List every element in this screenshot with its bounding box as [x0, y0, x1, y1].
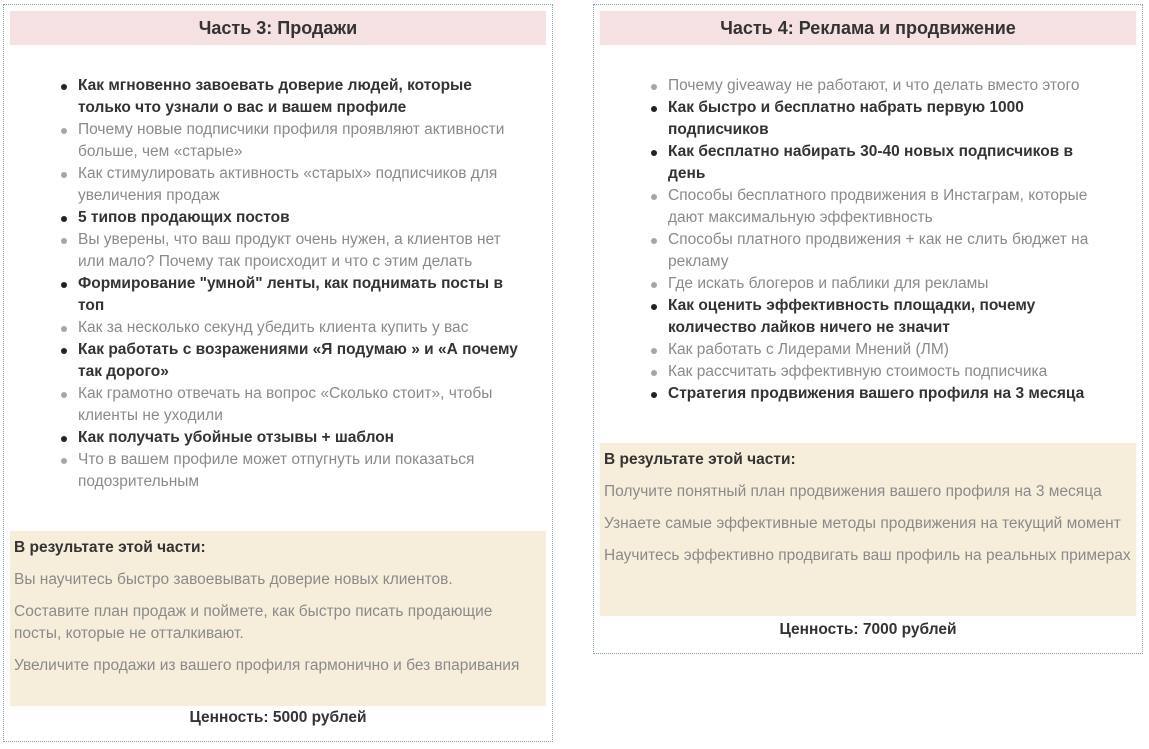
topic-text: Почему новые подписчики профиля проявляют активности больше, чем «старые»	[78, 121, 505, 160]
list-item	[78, 273, 546, 317]
list-item	[78, 449, 546, 493]
bullet-icon	[61, 172, 67, 178]
result-text: Увеличите продажи из вашего профиля гармонично и без впаривания	[14, 657, 520, 674]
list-item	[78, 75, 546, 119]
result-text: Вы научитесь быстро завоевывать доверие новых клиентов.	[14, 571, 453, 588]
bullet-icon	[61, 238, 67, 244]
topic-text: Способы платного продвижения + как не слить бюджет на рекламу	[668, 231, 1089, 270]
bullet-icon	[651, 194, 657, 200]
list-item	[78, 339, 546, 383]
list-item	[668, 361, 1136, 383]
bullet-icon	[651, 238, 657, 244]
part-title: Часть 3: Продажи	[10, 11, 546, 45]
bullet-icon	[61, 348, 67, 354]
list-item	[78, 163, 546, 207]
bullet-icon	[651, 304, 657, 310]
topic-text: Что в вашем профиле может отпугнуть или показаться подозрительным	[78, 451, 475, 490]
list-item	[78, 383, 546, 427]
topic-text: Почему giveaway не работают, и что делать вместо этого	[668, 77, 1080, 94]
topic-text: Как работать с Лидерами Мнений (ЛМ)	[668, 341, 949, 358]
bullet-icon	[651, 348, 657, 354]
bullet-icon	[61, 282, 67, 288]
bullet-icon	[651, 392, 657, 398]
bullet-icon	[651, 84, 657, 90]
list-item	[668, 339, 1136, 361]
price-value: Ценность: 7000 рублей	[779, 621, 957, 638]
list-item	[78, 317, 546, 339]
list-item	[668, 295, 1136, 339]
bullet-icon	[61, 436, 67, 442]
list-item	[668, 273, 1136, 295]
list-item	[668, 75, 1136, 97]
list-item	[78, 229, 546, 273]
topic-text: Как за несколько секунд убедить клиента купить у вас	[78, 319, 469, 336]
course-part-card	[3, 4, 553, 742]
topic-text: Где искать блогеров и паблики для рекламы	[668, 275, 989, 292]
bullet-icon	[61, 84, 67, 90]
topic-text: Как мгновенно завоевать доверие людей, которые только что узнали о вас и вашем профиле	[78, 77, 472, 116]
list-item	[78, 207, 546, 229]
topic-text: Вы уверены, что ваш продукт очень нужен, а клиентов нет или мало? Почему так происходит и что с этим делать	[78, 231, 501, 270]
topic-text: Как быстро и бесплатно набрать первую 1000 подписчиков	[668, 99, 1024, 138]
bullet-icon	[61, 392, 67, 398]
bullet-icon	[651, 150, 657, 156]
topic-list	[4, 75, 546, 493]
result-text: Составите план продаж и поймете, как быстро писать продающие посты, которые не отталкивают.	[14, 603, 493, 642]
result-text: Узнаете самые эффективные методы продвижения на текущий момент	[604, 515, 1121, 532]
topic-text: Стратегия продвижения вашего профиля на 3 месяца	[668, 385, 1085, 402]
topic-text: 5 типов продающих постов	[78, 209, 290, 226]
list-item	[668, 141, 1136, 185]
price-value: Ценность: 5000 рублей	[189, 709, 367, 726]
result-box	[600, 443, 1136, 616]
list-item	[668, 383, 1136, 405]
list-item	[668, 185, 1136, 229]
bullet-icon	[651, 282, 657, 288]
bullet-icon	[61, 216, 67, 222]
result-text: Научитесь эффективно продвигать ваш профиль на реальных примерах	[604, 547, 1131, 564]
bullet-icon	[61, 458, 67, 464]
course-part-card	[593, 4, 1143, 654]
topic-list	[594, 75, 1136, 405]
topic-text: Как грамотно отвечать на вопрос «Сколько стоит», чтобы клиенты не уходили	[78, 385, 493, 424]
result-box	[10, 531, 546, 706]
topic-text: Как бесплатно набирать 30-40 новых подписчиков в день	[668, 143, 1074, 182]
list-item	[668, 97, 1136, 141]
topic-text: Способы бесплатного продвижения в Инстаграм, которые дают максимальную эффективность	[668, 187, 1088, 226]
bullet-icon	[61, 326, 67, 332]
topic-text: Формирование "умной" ленты, как поднимать посты в топ	[78, 275, 503, 314]
result-text: Получите понятный план продвижения вашего профиля на 3 месяца	[604, 483, 1102, 500]
list-item	[78, 427, 546, 449]
result-title: В результате этой части:	[14, 539, 206, 556]
bullet-icon	[651, 106, 657, 112]
result-title: В результате этой части:	[604, 451, 796, 468]
topic-text: Как получать убойные отзывы + шаблон	[78, 429, 395, 446]
part-title: Часть 4: Реклама и продвижение	[600, 11, 1136, 45]
bullet-icon	[61, 128, 67, 134]
topic-text: Как рассчитать эффективную стоимость подписчика	[668, 363, 1048, 380]
list-item	[78, 119, 546, 163]
bullet-icon	[651, 370, 657, 376]
list-item	[668, 229, 1136, 273]
topic-text: Как работать с возражениями «Я подумаю » и «А почему так дорого»	[78, 341, 518, 380]
topic-text: Как оценить эффективность площадки, почему количество лайков ничего не значит	[668, 297, 1036, 336]
topic-text: Как стимулировать активность «старых» подписчиков для увеличения продаж	[78, 165, 498, 204]
